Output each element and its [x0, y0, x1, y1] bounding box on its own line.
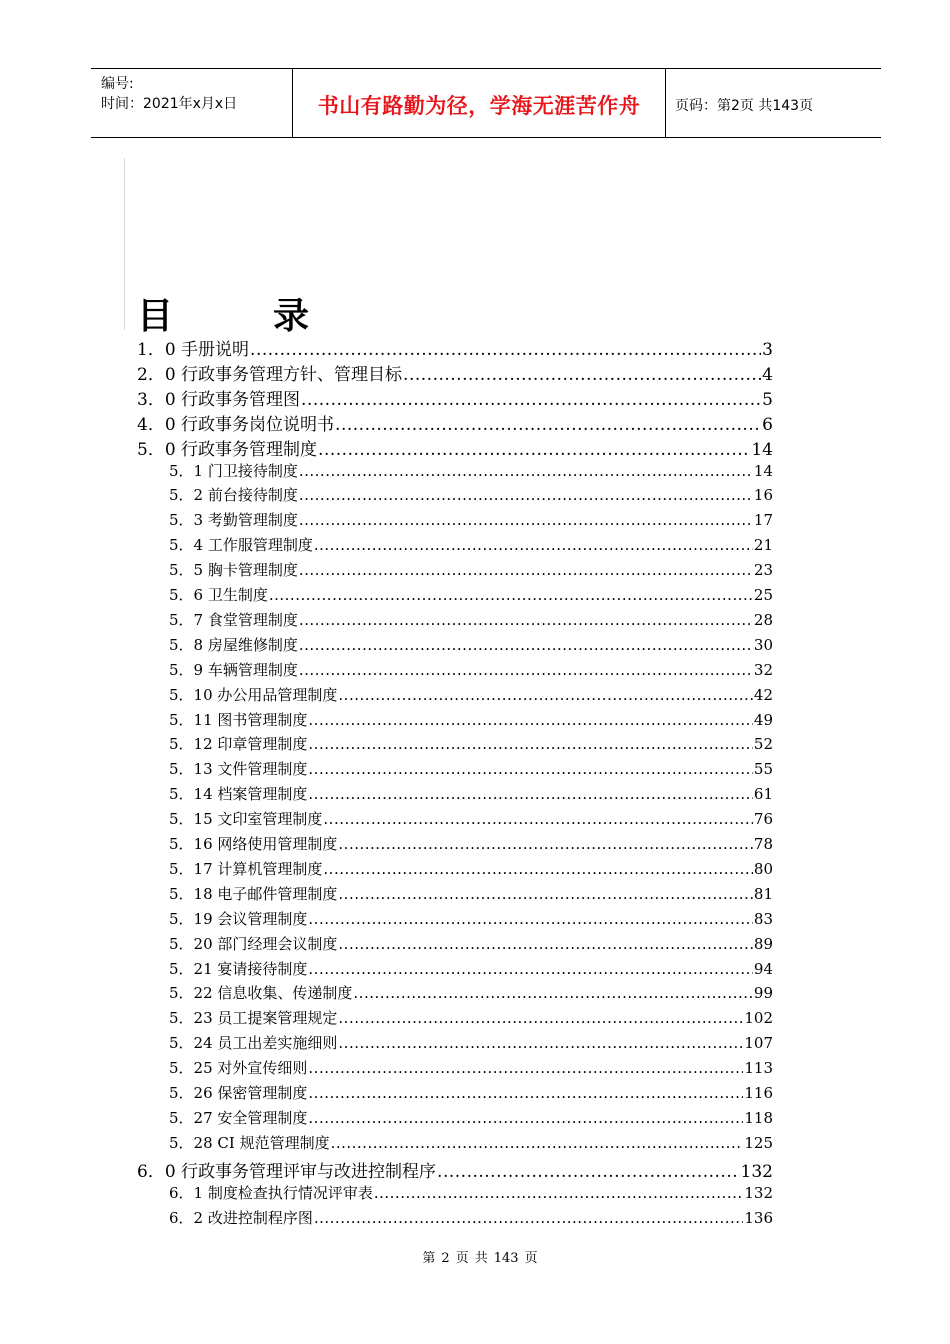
toc-leader-dots	[308, 960, 753, 978]
toc-entry-page: 6	[762, 414, 773, 435]
toc-entry-label: 5．12 印章管理制度	[169, 735, 308, 754]
toc-entry-label: 5．6 卫生制度	[169, 586, 268, 604]
footer-total-pages: 143	[493, 1251, 519, 1266]
toc-entry-page: 132	[740, 1161, 773, 1182]
toc-entry-page: 89	[753, 934, 773, 953]
toc-entry[interactable]	[169, 609, 773, 633]
toc-leader-dots	[323, 860, 753, 878]
toc-leader-dots	[308, 1109, 743, 1127]
toc-entry[interactable]	[169, 833, 773, 857]
toc-entry-page: 61	[753, 785, 773, 804]
toc-entry[interactable]	[169, 933, 773, 957]
margin-rule	[124, 158, 125, 330]
toc-entry-label: 5．3 考勤管理制度	[169, 511, 298, 530]
toc-entry[interactable]	[169, 1032, 773, 1056]
toc-title-char-1: 目	[137, 296, 174, 337]
toc-leader-dots	[338, 835, 753, 853]
toc-entry-page: 78	[753, 835, 773, 853]
footer-word: 页	[524, 1251, 538, 1266]
page-header	[91, 68, 881, 138]
toc-entry-page: 99	[753, 984, 773, 1003]
toc-entry-label: 5．5 胸卡管理制度	[169, 561, 298, 580]
toc-leader-dots	[338, 1009, 743, 1027]
toc-leader-dots	[314, 1209, 744, 1227]
header-slogan: 书山有路勤为径，学海无涯苦作舟	[317, 94, 641, 118]
toc-entry-page: 81	[753, 884, 773, 903]
toc-entry-page: 132	[744, 1183, 773, 1202]
toc-entry-label: 5．14 档案管理制度	[169, 785, 308, 804]
toc-entry-page: 30	[753, 635, 773, 654]
toc-entry-page: 80	[753, 859, 773, 878]
toc-leader-dots	[269, 586, 753, 604]
footer-page-number: 2	[441, 1251, 450, 1266]
header-meta-cell	[91, 69, 291, 137]
toc-entry-label: 5．10 办公用品管理制度	[169, 685, 338, 704]
toc-entry-label: 3．0 行政事务管理图	[137, 389, 301, 410]
toc-entry-label: 5．26 保密管理制度	[169, 1084, 308, 1102]
toc-entry-label: 5．11 图书管理制度	[169, 710, 308, 729]
toc-entry-label: 4．0 行政事务岗位说明书	[137, 414, 335, 435]
toc-entry[interactable]	[169, 584, 773, 608]
toc-entry-label: 5．8 房屋维修制度	[169, 635, 298, 654]
toc-entry-page: 52	[753, 735, 773, 754]
toc-entry-label: 5．4 工作服管理制度	[169, 536, 313, 555]
toc-entry[interactable]	[169, 1007, 773, 1031]
toc-entry-page: 102	[744, 1009, 773, 1028]
toc-entry-label: 5．22 信息收集、传递制度	[169, 984, 353, 1003]
toc-entry[interactable]	[169, 1182, 773, 1206]
toc-leader-dots	[338, 686, 753, 704]
header-page-cell	[665, 69, 881, 137]
toc-title-char-2: 录	[273, 296, 310, 337]
toc-entry-page: 116	[744, 1084, 773, 1102]
toc-entry[interactable]	[169, 534, 773, 558]
toc-entry-page: 136	[744, 1208, 773, 1227]
toc-leader-dots	[437, 1162, 740, 1182]
toc-leader-dots	[250, 340, 761, 360]
toc-entry-page: 32	[753, 660, 773, 679]
toc-leader-dots	[308, 1059, 743, 1077]
toc-leader-dots	[338, 885, 753, 903]
toc-entry[interactable]	[169, 908, 773, 932]
toc-entry[interactable]	[137, 385, 773, 409]
toc-entry-label: 5．25 对外宣传细则	[169, 1059, 308, 1078]
toc-leader-dots	[308, 711, 753, 729]
toc-entry-page: 5	[762, 389, 773, 410]
toc-title	[137, 288, 309, 339]
toc-entry-page: 23	[753, 561, 773, 580]
toc-entry-page: 94	[753, 959, 773, 978]
toc-entry-page: 25	[753, 586, 773, 604]
toc-leader-dots	[338, 1034, 743, 1052]
toc-entry[interactable]	[137, 1157, 773, 1181]
toc-entry-page: 118	[744, 1108, 773, 1127]
toc-entry-label: 5．7 食堂管理制度	[169, 610, 298, 629]
toc-entry-page: 21	[753, 536, 773, 555]
toc-entry-label: 5．24 员工出差实施细则	[169, 1034, 338, 1053]
toc-entry-page: 76	[753, 810, 773, 829]
header-page-info: 页码：第2页 共143页	[675, 98, 814, 114]
toc-leader-dots	[299, 511, 753, 529]
toc-entry-page: 4	[762, 364, 773, 385]
toc-leader-dots	[308, 910, 753, 928]
toc-leader-dots	[353, 984, 753, 1002]
toc-entry-label: 5．2 前台接待制度	[169, 486, 298, 505]
toc-entry-page: 16	[753, 486, 773, 505]
toc-entry-label: 5．28 CI 规范管理制度	[169, 1133, 330, 1152]
toc-entry[interactable]	[137, 335, 773, 359]
toc-entry-page: 14	[751, 439, 773, 460]
toc-leader-dots	[318, 440, 750, 460]
toc-entry[interactable]	[169, 659, 773, 683]
toc-entry[interactable]	[169, 883, 773, 907]
toc-entry[interactable]	[169, 559, 773, 583]
toc-entry-label: 5．1 门卫接待制度	[169, 461, 298, 480]
toc-entry[interactable]	[169, 634, 773, 658]
toc-entry[interactable]	[169, 758, 773, 782]
toc-entry[interactable]	[169, 1207, 773, 1231]
toc-leader-dots	[314, 536, 753, 554]
toc-leader-dots	[338, 935, 753, 953]
toc-entry-page: 3	[762, 340, 773, 360]
footer-word: 共	[474, 1251, 488, 1266]
toc-entry-page: 55	[753, 760, 773, 779]
toc-entry-label: 6．0 行政事务管理评审与改进控制程序	[137, 1161, 437, 1182]
toc-entry[interactable]	[169, 1107, 773, 1131]
toc-entry[interactable]	[169, 684, 773, 708]
page-footer	[0, 1247, 950, 1266]
toc-leader-dots	[299, 486, 753, 504]
toc-leader-dots	[308, 785, 753, 803]
toc-entry[interactable]	[169, 733, 773, 757]
toc-entry-label: 6．2 改进控制程序图	[169, 1208, 313, 1227]
toc-entry-label: 5．16 网络使用管理制度	[169, 835, 338, 853]
toc-leader-dots	[299, 661, 753, 679]
header-slogan-cell	[292, 69, 666, 137]
toc-leader-dots	[331, 1134, 744, 1152]
toc-entry-label: 5．13 文件管理制度	[169, 760, 308, 779]
toc-leader-dots	[308, 760, 753, 778]
toc-leader-dots	[299, 462, 753, 480]
toc-leader-dots	[323, 810, 753, 828]
toc-entry[interactable]	[169, 783, 773, 807]
toc-leader-dots	[308, 1084, 743, 1102]
toc-entry[interactable]	[169, 808, 773, 832]
toc-entry-page: 113	[744, 1059, 773, 1078]
toc-entry-label: 5．9 车辆管理制度	[169, 660, 298, 679]
toc-entry-page: 42	[753, 685, 773, 704]
toc-entry-page: 28	[753, 610, 773, 629]
toc-entry[interactable]	[137, 435, 773, 459]
toc-leader-dots	[299, 561, 753, 579]
toc-entry-page: 49	[753, 710, 773, 729]
toc-leader-dots	[301, 390, 761, 410]
toc-entry-label: 5．0 行政事务管理制度	[137, 439, 318, 460]
toc-entry-label: 2．0 行政事务管理方针、管理目标	[137, 364, 403, 385]
toc-entry[interactable]	[169, 858, 773, 882]
footer-word: 页	[455, 1251, 469, 1266]
toc-leader-dots	[374, 1184, 744, 1202]
toc-entry[interactable]	[169, 460, 773, 484]
toc-leader-dots	[299, 611, 753, 629]
toc-entry-label: 5．18 电子邮件管理制度	[169, 884, 338, 903]
toc-entry-page: 17	[753, 511, 773, 530]
toc-entry-label: 5．27 安全管理制度	[169, 1108, 308, 1127]
toc-entry[interactable]	[137, 360, 773, 384]
footer-word: 第	[422, 1251, 436, 1266]
toc-entry-page: 83	[753, 909, 773, 928]
toc-entry[interactable]	[169, 509, 773, 533]
toc-entry[interactable]	[169, 1082, 773, 1106]
toc-entry[interactable]	[169, 484, 773, 508]
toc-entry-label: 1．0 手册说明	[137, 340, 250, 360]
toc-entry-page: 14	[753, 461, 773, 480]
document-time-label: 时间：2021年x月x日	[101, 96, 238, 112]
toc-entry[interactable]	[169, 982, 773, 1006]
toc-entry[interactable]	[169, 709, 773, 733]
toc-entry-label: 5．23 员工提案管理规定	[169, 1009, 338, 1028]
toc-entry[interactable]	[169, 1057, 773, 1081]
toc-leader-dots	[308, 735, 753, 753]
toc-leader-dots	[403, 365, 761, 385]
toc-leader-dots	[299, 636, 753, 654]
toc-entry-page: 125	[744, 1133, 773, 1152]
toc-entry-page: 107	[744, 1034, 773, 1053]
toc-entry-label: 5．20 部门经理会议制度	[169, 934, 338, 953]
toc-entry[interactable]	[169, 958, 773, 982]
document-number-label: 编号:	[101, 76, 134, 92]
toc-entry-label: 5．15 文印室管理制度	[169, 810, 323, 829]
toc-entry-label: 5．21 宴请接待制度	[169, 959, 308, 978]
toc-entry-label: 5．17 计算机管理制度	[169, 859, 323, 878]
toc-entry[interactable]	[169, 1132, 773, 1156]
toc-entry-label: 5．19 会议管理制度	[169, 909, 308, 928]
toc-entry[interactable]	[137, 410, 773, 434]
toc-entry-label: 6．1 制度检查执行情况评审表	[169, 1183, 373, 1202]
toc-leader-dots	[335, 415, 761, 435]
